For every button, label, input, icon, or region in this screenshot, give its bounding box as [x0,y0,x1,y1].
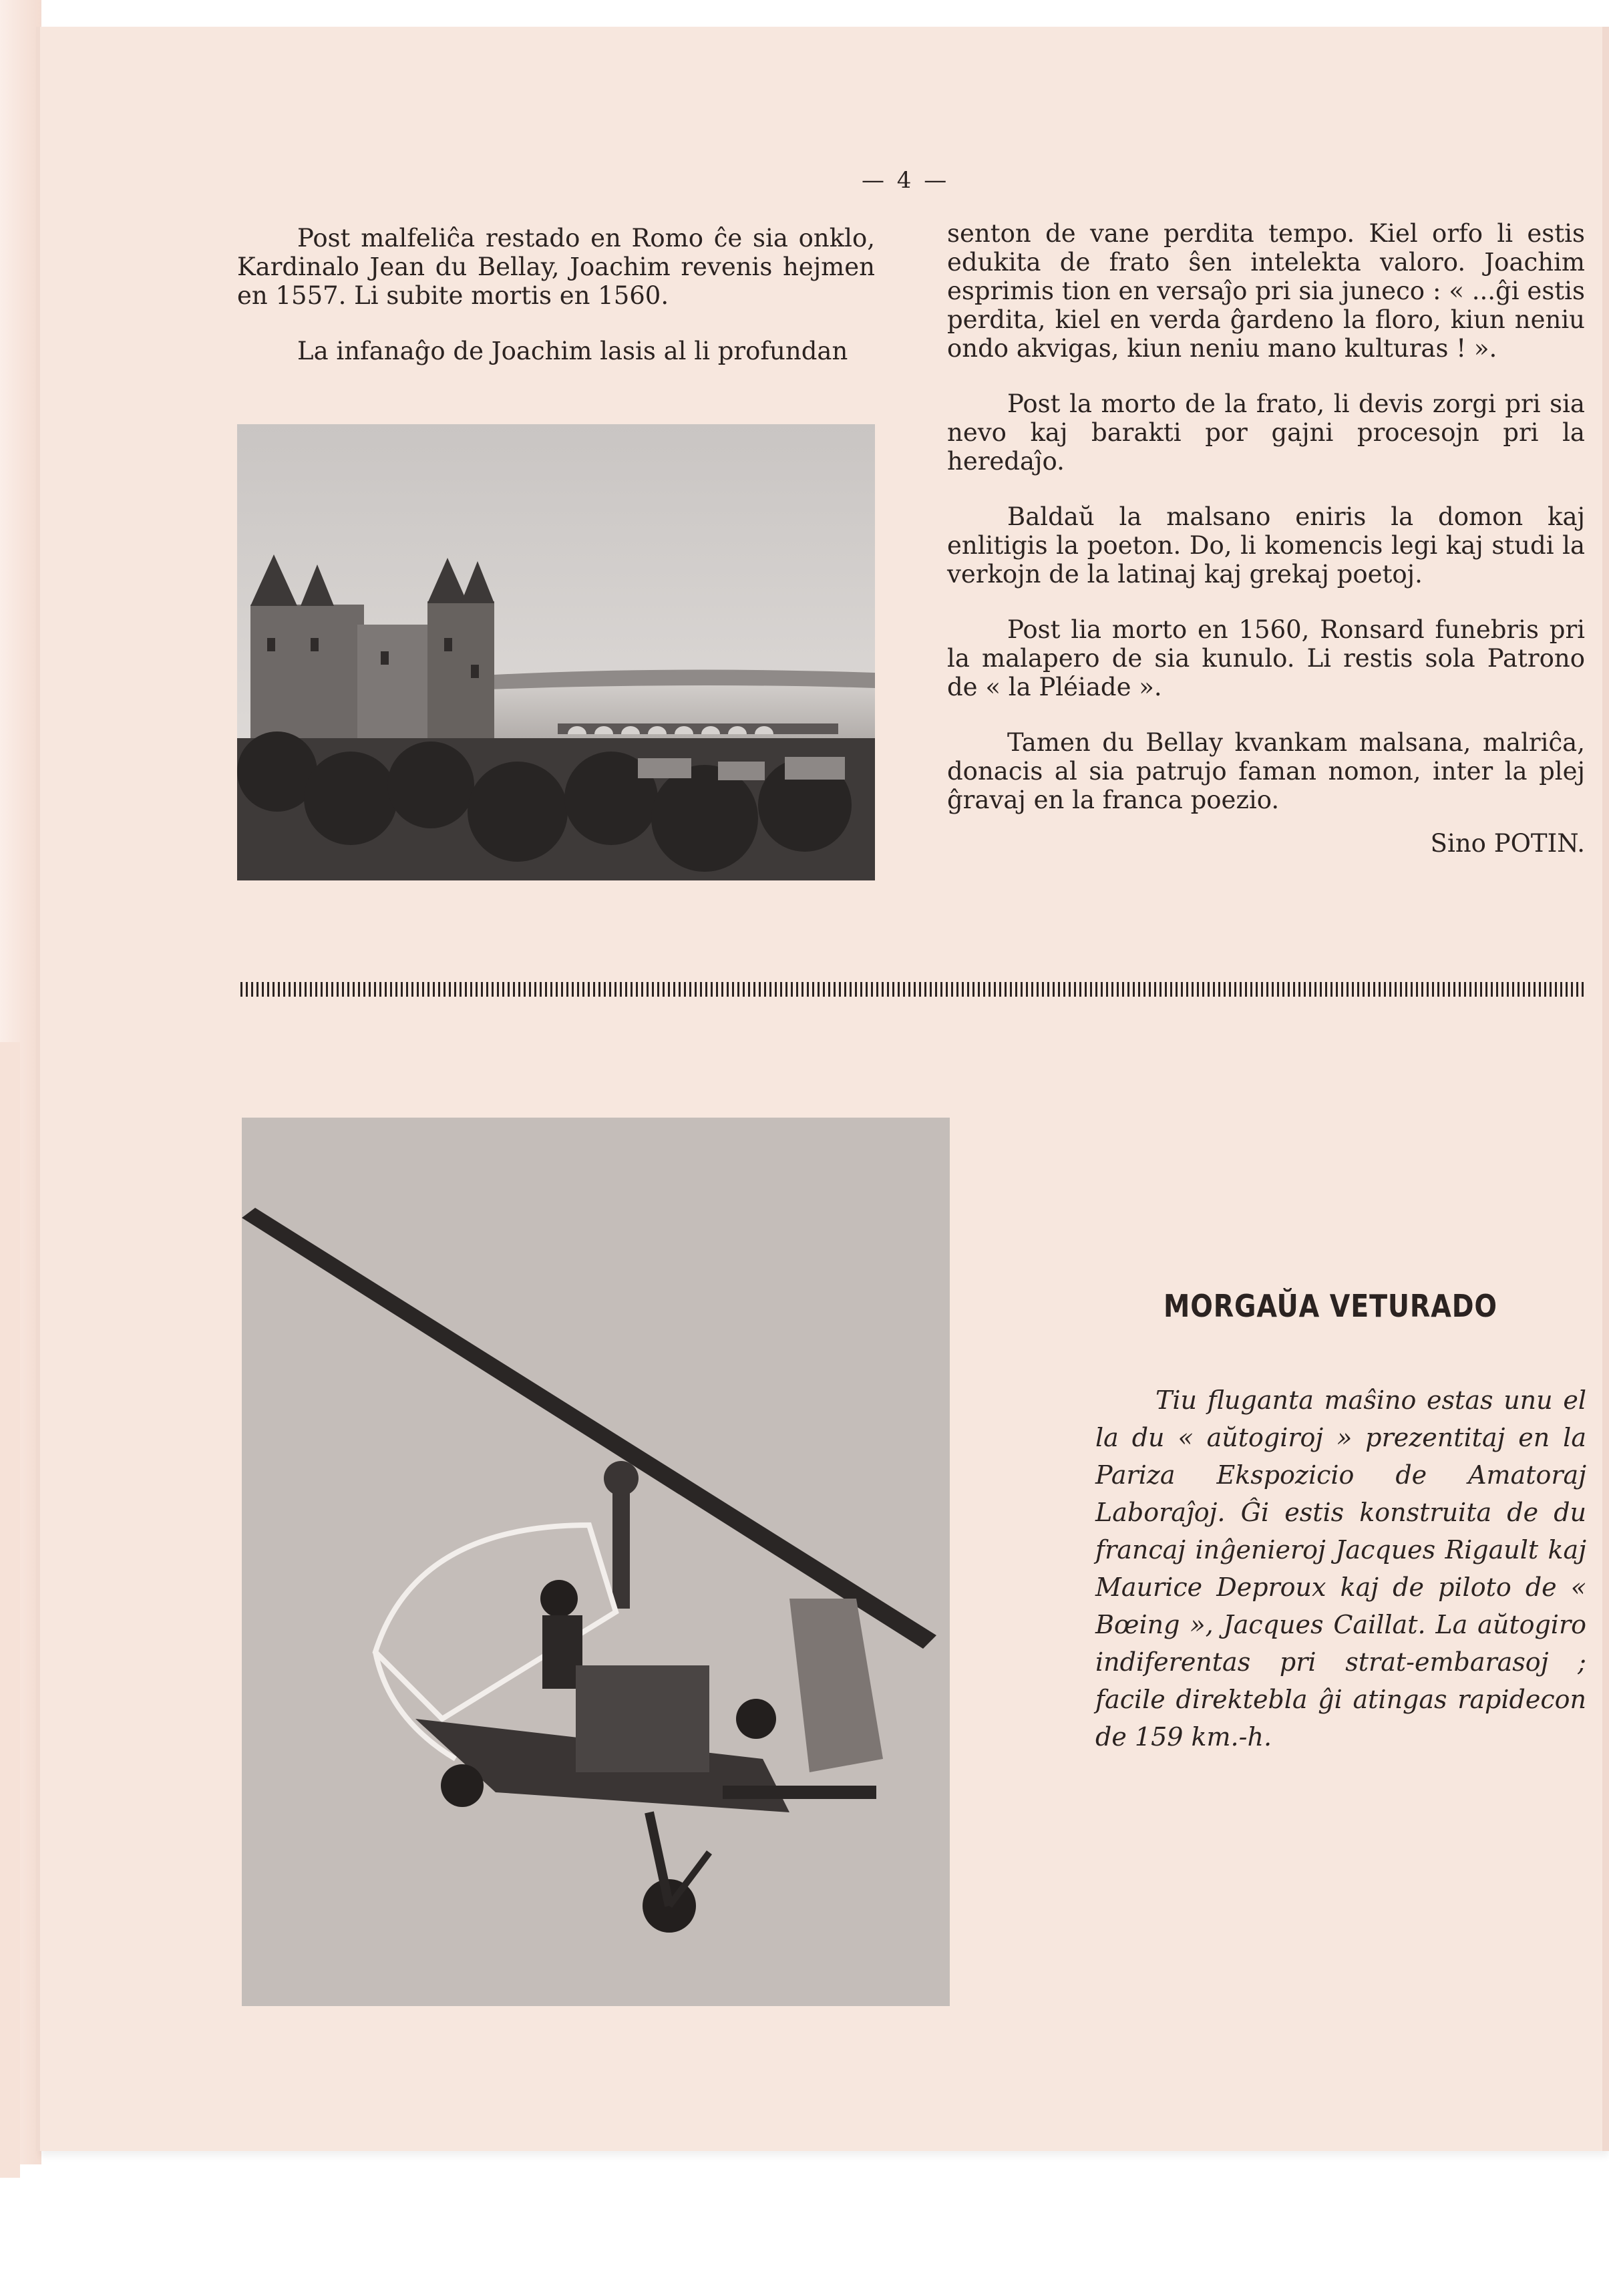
autogyro-photo [242,1118,950,2006]
author-signature: Sino POTIN. [1430,829,1585,858]
right-column [947,219,1585,884]
left-paragraph-1: Post malfeliĉa restado en Romo ĉe sia onklo, Kardinalo Jean du Bellay, Joachim revenis hejmen en 1557. Li subite mortis en 1560. [237,224,875,310]
right-paragraph-3: Baldaŭ la malsano eniris la domon kaj enlitigis la poeton. Do, li komencis legi kaj studi la verkojn de la latinaj kaj grekaj poetoj. [947,502,1585,589]
castle-photo [237,424,875,880]
paper-fold [0,1042,20,2178]
right-paragraph-2: Post la morto de la frato, li devis zorgi pri sia nevo kaj barakti por gajni procesojn pri la heredaĵo. [947,389,1585,476]
left-paragraph-2: La infanaĝo de Joachim lasis al li profundan [297,337,848,365]
right-paragraph-1: senton de vane perdita tempo. Kiel orfo li estis edukita de frato ŝen intelekta valoro. Joachim esprimis tion en versaĵo pri sia juneco : « ...ĝi estis perdita, kiel en verda ĝardeno la floro, kiun neniu ondo akvigas, kiun neniu mano kulturas ! ». [947,219,1585,363]
paper-right-edge [1602,27,1609,2151]
right-paragraph-5: Tamen du Bellay kvankam malsana, malriĉa, donacis al sia patrujo faman nomon, inter la plej ĝravaj en la franca poezio. [947,728,1585,814]
right-paragraph-4: Post lia morto en 1560, Ronsard funebris pri la malapero de sia kunulo. Li restis sola Patrono de « la Pléiade ». [947,615,1585,701]
article-title: MORGAŬA VETURADO [1164,1288,1497,1324]
caption-text: Tiu fluganta maŝino estas unu el la du « aŭtogiroj » prezentitaj en la Pariza Ekspozicio de Amatoraj Laboraĵoj. Ĝi estis konstruita de du francaj inĝenieroj Jacques Rigault kaj Maurice Deproux kaj de piloto de « Bœing », Jacques Caillat. La aŭtogiro indiferentas pri strat-embarasoj ; facile direktebla ĝi atingas rapidecon de 159 km.-h. [1095,1385,1586,1752]
left-column [237,224,875,392]
article-caption [1095,1381,1586,1756]
page-number: — 4 — [862,167,950,194]
section-divider [240,982,1586,997]
